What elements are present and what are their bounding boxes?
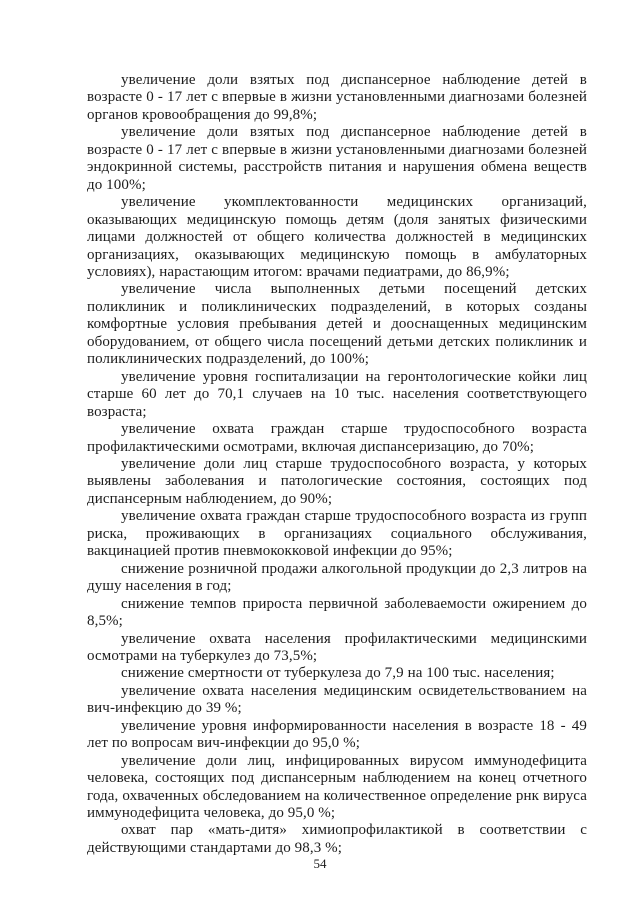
paragraph: увеличение доли лиц, инфицированных вирусом иммунодефицита человека, состоящих под диспансерным наблюдением на конец отчетного года, охваченных обследованием на количественное определение рнк вируса иммунодефицита человека, до 95,0 %; xyxy=(87,752,587,822)
body-text xyxy=(87,72,587,857)
paragraph: увеличение доли лиц старше трудоспособного возраста, у которых выявлены заболевания и патологические состояния, состоящих под диспансерным наблюдением, до 90%; xyxy=(87,455,587,507)
paragraph: снижение темпов прироста первичной заболеваемости ожирением до 8,5%; xyxy=(87,595,587,630)
paragraph: увеличение доли взятых под диспансерное наблюдение детей в возрасте 0 - 17 лет с впервые в жизни установленными диагнозами болезней эндокринной системы, расстройств питания и нарушения обмена веществ до 100%; xyxy=(87,124,587,193)
page-number: 54 xyxy=(313,856,327,871)
paragraph: увеличение уровня госпитализации на геронтологические койки лиц старше 60 лет до 70,1 случаев на 10 тыс. населения соответствующего возраста; xyxy=(87,368,587,420)
paragraph: увеличение охвата граждан старше трудоспособного возраста из групп риска, проживающих в организациях социального обслуживания, вакцинацией против пневмококковой инфекции до 95%; xyxy=(87,508,587,560)
paragraph: увеличение охвата населения профилактическими медицинскими осмотрами на туберкулез до 73,5%; xyxy=(87,630,587,664)
paragraph: увеличение охвата граждан старше трудоспособного возраста профилактическими осмотрами, включая диспансеризацию, до 70%; xyxy=(87,421,587,455)
paragraph: снижение розничной продажи алкогольной продукции до 2,3 литров на душу населения в год; xyxy=(87,560,587,595)
paragraph: снижение смертности от туберкулеза до 7,9 на 100 тыс. населения; xyxy=(121,665,555,682)
paragraph: увеличение охвата населения медицинским освидетельствованием на вич-инфекцию до 39 %; xyxy=(87,682,587,717)
paragraph: увеличение числа выполненных детьми посещений детских поликлиник и поликлинических подразделений, в которых созданы комфортные условия пребывания детей и дооснащенных медицинским оборудованием, от общего числа посещений детьми детских поликлиник и поликлинических подразделений, до 100%; xyxy=(87,281,587,368)
paragraph: охват пар «мать-дитя» химиопрофилактикой в соответствии с действующими стандартами до 98,3 %; xyxy=(87,822,587,856)
paragraph: увеличение доли взятых под диспансерное наблюдение детей в возрасте 0 - 17 лет с впервые в жизни установленными диагнозами болезней органов кровообращения до 99,8%; xyxy=(87,72,587,123)
paragraph: увеличение укомплектованности медицинских организаций, оказывающих медицинскую помощь детям (доля занятых физическими лицами должностей от общего количества должностей в медицинских организациях, оказывающих медицинскую помощь в амбулаторных условиях), нарастающим итогом: врачами педиатрами, до 86,9%; xyxy=(87,194,587,280)
paragraph: увеличение уровня информированности населения в возрасте 18 - 49 лет по вопросам вич-инфекции до 95,0 %; xyxy=(87,717,587,752)
